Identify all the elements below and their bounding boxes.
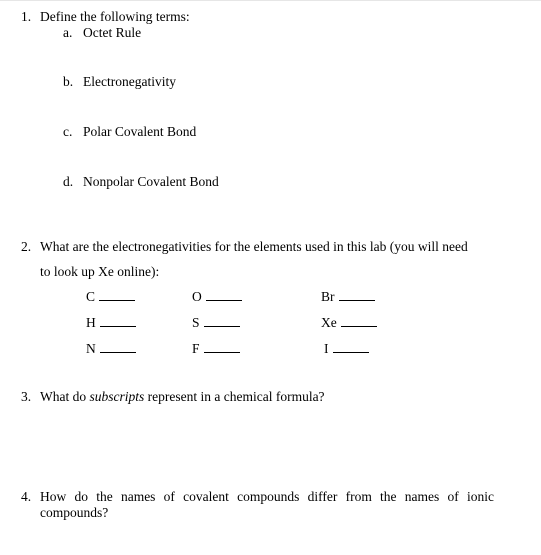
question-4-line-2: compounds? bbox=[40, 505, 109, 520]
question-3-text-end: represent in a chemical formula? bbox=[144, 389, 325, 404]
question-2-line-2: to look up Xe online): bbox=[40, 264, 160, 279]
element-xe bbox=[321, 315, 377, 331]
element-c bbox=[86, 289, 135, 305]
element-o bbox=[192, 289, 242, 305]
q1-item-b-term: Electronegativity bbox=[83, 74, 176, 89]
page-top-border bbox=[0, 0, 541, 1]
answer-blank[interactable] bbox=[204, 341, 240, 353]
element-symbol: Br bbox=[321, 289, 335, 304]
element-h bbox=[86, 315, 136, 331]
q1-item-d-term: Nonpolar Covalent Bond bbox=[83, 174, 219, 189]
answer-blank[interactable] bbox=[206, 289, 242, 301]
element-symbol: N bbox=[86, 341, 96, 356]
answer-blank[interactable] bbox=[341, 315, 377, 327]
answer-blank[interactable] bbox=[99, 289, 135, 301]
question-1-text: Define the following terms: bbox=[40, 9, 190, 24]
question-3-emphasis: subscripts bbox=[89, 389, 145, 404]
question-4-number: 4. bbox=[21, 489, 32, 504]
q1-item-b-letter: b. bbox=[63, 74, 74, 89]
question-3-text bbox=[40, 389, 325, 405]
element-symbol: I bbox=[324, 341, 329, 356]
answer-blank[interactable] bbox=[339, 289, 375, 301]
element-symbol: Xe bbox=[321, 315, 337, 330]
q1-item-c-term: Polar Covalent Bond bbox=[83, 124, 197, 139]
q1-item-a-letter: a. bbox=[63, 25, 73, 40]
question-2-number: 2. bbox=[21, 239, 32, 254]
question-1-number: 1. bbox=[21, 9, 32, 24]
question-3-number: 3. bbox=[21, 389, 32, 404]
q1-item-d-letter: d. bbox=[63, 174, 74, 189]
question-2-line-1: What are the electronegativities for the elements used in this lab (you will need bbox=[40, 239, 468, 254]
element-i bbox=[324, 341, 369, 357]
answer-blank[interactable] bbox=[333, 341, 369, 353]
element-symbol: O bbox=[192, 289, 202, 304]
element-f bbox=[192, 341, 240, 357]
element-symbol: S bbox=[192, 315, 200, 330]
element-symbol: F bbox=[192, 341, 200, 356]
element-symbol: C bbox=[86, 289, 96, 304]
question-3-text-start: What do bbox=[40, 389, 90, 404]
q1-item-a-term: Octet Rule bbox=[83, 25, 142, 40]
q1-item-c-letter: c. bbox=[63, 124, 73, 139]
element-s bbox=[192, 315, 240, 331]
question-4-line-1: How do the names of covalent compounds differ from the names of ionic bbox=[40, 489, 494, 504]
answer-blank[interactable] bbox=[100, 341, 136, 353]
answer-blank[interactable] bbox=[204, 315, 240, 327]
element-symbol: H bbox=[86, 315, 96, 330]
element-n bbox=[86, 341, 136, 357]
element-br bbox=[321, 289, 375, 305]
answer-blank[interactable] bbox=[100, 315, 136, 327]
